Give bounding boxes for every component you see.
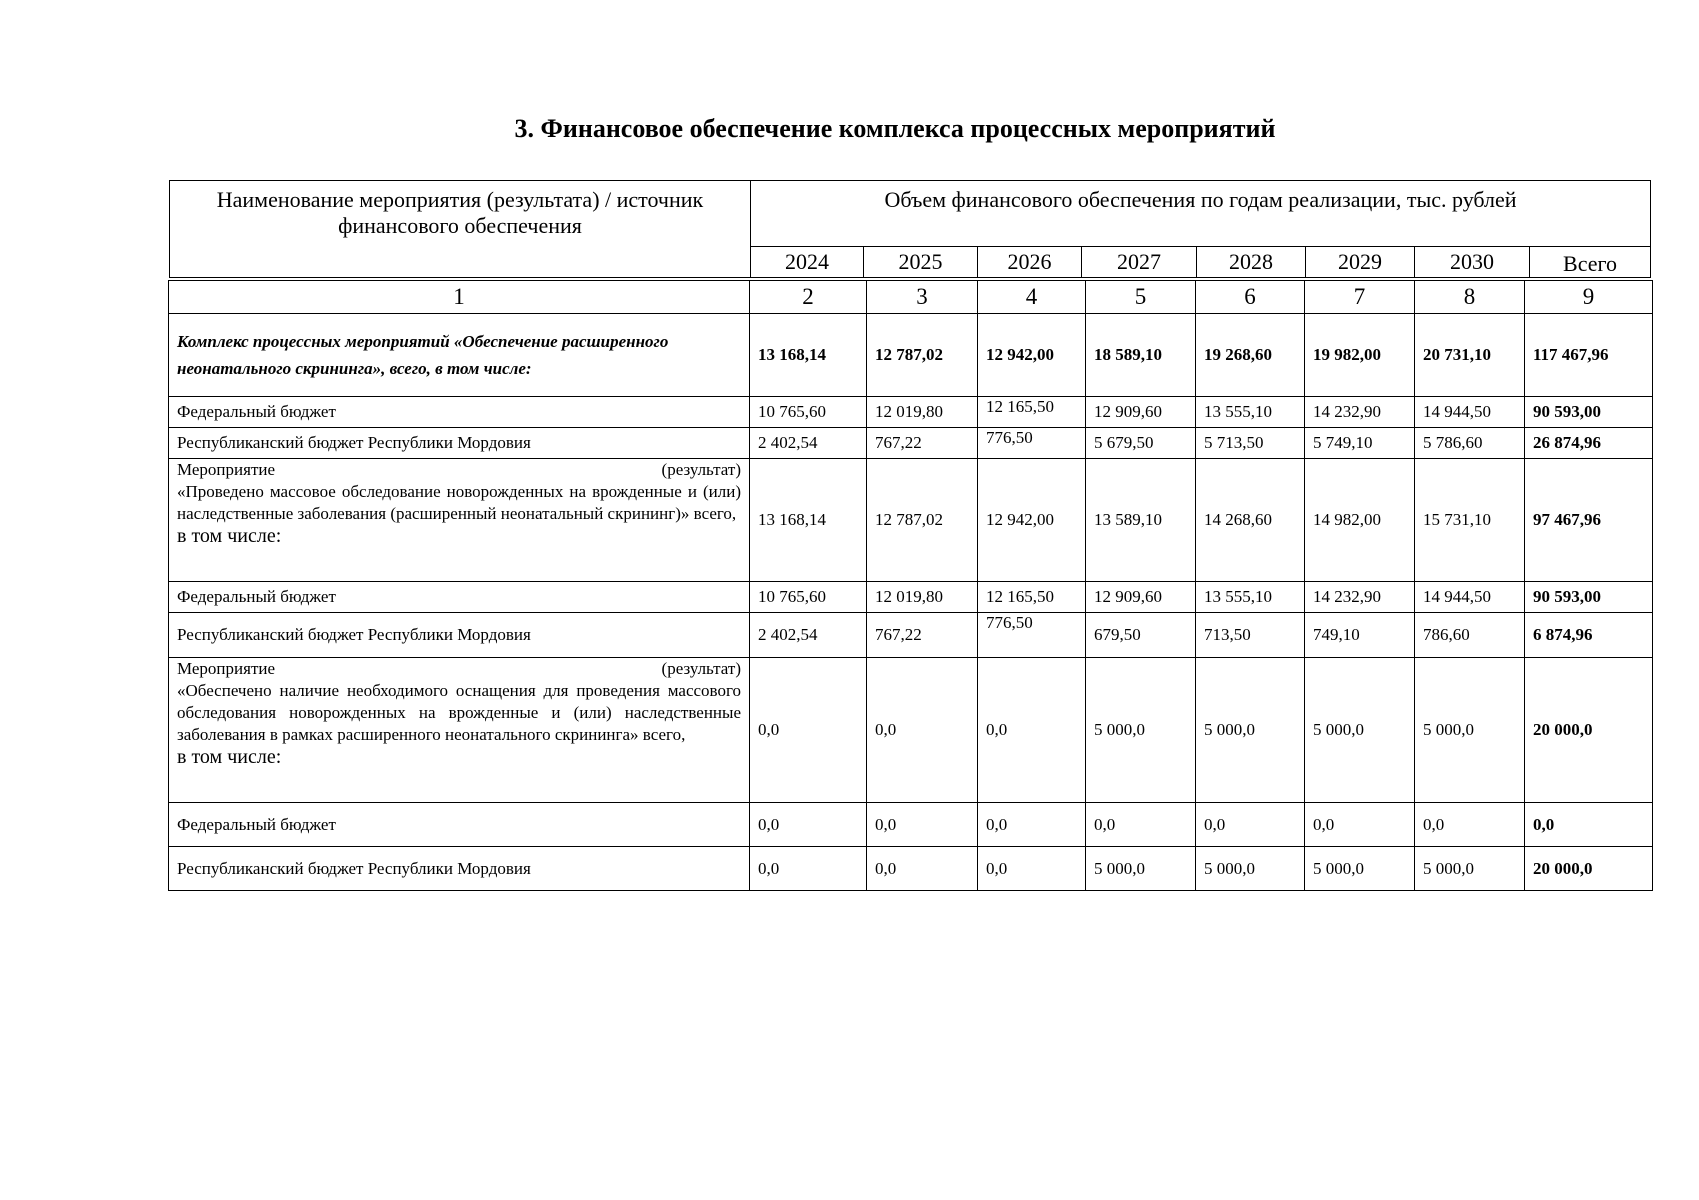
cell-value: 12 909,60 bbox=[1086, 397, 1196, 428]
cell-value-total: 0,0 bbox=[1525, 803, 1653, 847]
cell-value: 5 679,50 bbox=[1086, 428, 1196, 459]
year-header: 2026 bbox=[978, 247, 1082, 278]
cell-value: 12 942,00 bbox=[978, 314, 1086, 397]
event-label-tail: в том числе: bbox=[177, 746, 282, 768]
year-header: 2027 bbox=[1082, 247, 1197, 278]
cell-value-total: 90 593,00 bbox=[1525, 397, 1653, 428]
row-label: Федеральный бюджет bbox=[169, 397, 750, 428]
cell-value: 12 787,02 bbox=[867, 459, 978, 582]
total-header: Всего bbox=[1530, 247, 1651, 278]
cell-value: 679,50 bbox=[1086, 613, 1196, 658]
column-number: 9 bbox=[1525, 281, 1653, 314]
table-row bbox=[169, 847, 1653, 891]
cell-value: 12 019,80 bbox=[867, 397, 978, 428]
event-label-result: (результат) bbox=[661, 659, 741, 678]
cell-value: 776,50 bbox=[978, 613, 1086, 658]
event-label-head: Мероприятие bbox=[177, 659, 276, 678]
cell-value: 0,0 bbox=[750, 847, 867, 891]
column-number: 3 bbox=[867, 281, 978, 314]
cell-value: 2 402,54 bbox=[750, 613, 867, 658]
event-label-body: «Проведено массовое обследование новорожденных на врожденные и (или) наследственные заболевания (расширенный неонатальный скрининг)» всего, bbox=[177, 482, 741, 523]
cell-value: 5 000,0 bbox=[1415, 658, 1525, 803]
cell-value: 13 555,10 bbox=[1196, 582, 1305, 613]
cell-value: 19 982,00 bbox=[1305, 314, 1415, 397]
column-header-volume: Объем финансового обеспечения по годам реализации, тыс. рублей bbox=[751, 181, 1651, 247]
year-header: 2028 bbox=[1197, 247, 1306, 278]
cell-value: 13 555,10 bbox=[1196, 397, 1305, 428]
cell-value: 14 982,00 bbox=[1305, 459, 1415, 582]
cell-value: 0,0 bbox=[1415, 803, 1525, 847]
cell-value: 5 000,0 bbox=[1305, 847, 1415, 891]
cell-value: 786,60 bbox=[1415, 613, 1525, 658]
cell-value: 5 000,0 bbox=[1196, 658, 1305, 803]
column-number: 4 bbox=[978, 281, 1086, 314]
cell-value: 776,50 bbox=[978, 428, 1086, 459]
column-number: 6 bbox=[1196, 281, 1305, 314]
cell-value: 0,0 bbox=[978, 658, 1086, 803]
row-label: Республиканский бюджет Республики Мордовия bbox=[169, 613, 750, 658]
row-label: Федеральный бюджет bbox=[169, 582, 750, 613]
cell-value-total: 97 467,96 bbox=[1525, 459, 1653, 582]
cell-value: 0,0 bbox=[750, 803, 867, 847]
event-label-tail: в том числе: bbox=[177, 525, 282, 547]
column-number-row bbox=[169, 281, 1653, 314]
event-label-result: (результат) bbox=[661, 460, 741, 479]
cell-value: 2 402,54 bbox=[750, 428, 867, 459]
cell-value-total: 117 467,96 bbox=[1525, 314, 1653, 397]
cell-value: 0,0 bbox=[1086, 803, 1196, 847]
cell-value: 0,0 bbox=[867, 847, 978, 891]
cell-value-total: 26 874,96 bbox=[1525, 428, 1653, 459]
cell-value: 0,0 bbox=[1305, 803, 1415, 847]
cell-value: 0,0 bbox=[867, 803, 978, 847]
cell-value-total: 20 000,0 bbox=[1525, 847, 1653, 891]
row-label: Комплекс процессных мероприятий «Обеспечение расширенного неонатального скрининга», всего, в том числе: bbox=[169, 314, 750, 397]
table-header bbox=[169, 180, 1651, 278]
cell-value: 713,50 bbox=[1196, 613, 1305, 658]
table-row bbox=[169, 428, 1653, 459]
cell-value-total: 90 593,00 bbox=[1525, 582, 1653, 613]
cell-value: 14 268,60 bbox=[1196, 459, 1305, 582]
cell-value: 0,0 bbox=[1196, 803, 1305, 847]
cell-value: 5 000,0 bbox=[1196, 847, 1305, 891]
page-title: 3. Финансовое обеспечение комплекса процессных мероприятий bbox=[514, 114, 1276, 143]
cell-value: 13 168,14 bbox=[750, 314, 867, 397]
cell-value: 5 786,60 bbox=[1415, 428, 1525, 459]
cell-value: 15 731,10 bbox=[1415, 459, 1525, 582]
column-number: 8 bbox=[1415, 281, 1525, 314]
cell-value: 12 787,02 bbox=[867, 314, 978, 397]
event-label-body: «Обеспечено наличие необходимого оснащения для проведения массового обследования новорожденных на врожденные и (или) наследственные заболевания в рамках расширенного неонатального скрининга» всего, bbox=[177, 681, 741, 744]
cell-value: 14 944,50 bbox=[1415, 397, 1525, 428]
cell-value: 5 000,0 bbox=[1086, 847, 1196, 891]
cell-value: 12 165,50 bbox=[978, 582, 1086, 613]
cell-value-total: 20 000,0 bbox=[1525, 658, 1653, 803]
cell-value: 0,0 bbox=[867, 658, 978, 803]
financing-table bbox=[168, 280, 1653, 891]
cell-value: 10 765,60 bbox=[750, 397, 867, 428]
column-number: 5 bbox=[1086, 281, 1196, 314]
table-row bbox=[169, 397, 1653, 428]
cell-value: 12 942,00 bbox=[978, 459, 1086, 582]
year-header: 2029 bbox=[1306, 247, 1415, 278]
cell-value: 5 000,0 bbox=[1415, 847, 1525, 891]
row-label bbox=[169, 658, 750, 803]
cell-value: 0,0 bbox=[978, 847, 1086, 891]
row-label: Республиканский бюджет Республики Мордовия bbox=[169, 428, 750, 459]
cell-value: 5 713,50 bbox=[1196, 428, 1305, 459]
column-header-name: Наименование мероприятия (результата) / источник финансового обеспечения bbox=[170, 181, 751, 278]
cell-value: 14 944,50 bbox=[1415, 582, 1525, 613]
cell-value: 12 019,80 bbox=[867, 582, 978, 613]
cell-value: 18 589,10 bbox=[1086, 314, 1196, 397]
year-header: 2030 bbox=[1415, 247, 1530, 278]
column-number: 1 bbox=[169, 281, 750, 314]
table-row bbox=[169, 803, 1653, 847]
table-row-event bbox=[169, 459, 1653, 582]
column-number: 7 bbox=[1305, 281, 1415, 314]
cell-value: 0,0 bbox=[978, 803, 1086, 847]
cell-value: 14 232,90 bbox=[1305, 582, 1415, 613]
year-header: 2024 bbox=[751, 247, 864, 278]
cell-value: 19 268,60 bbox=[1196, 314, 1305, 397]
cell-value-total: 6 874,96 bbox=[1525, 613, 1653, 658]
table-row-complex-total bbox=[169, 314, 1653, 397]
year-header: 2025 bbox=[864, 247, 978, 278]
cell-value: 749,10 bbox=[1305, 613, 1415, 658]
cell-value: 767,22 bbox=[867, 613, 978, 658]
row-label: Республиканский бюджет Республики Мордовия bbox=[169, 847, 750, 891]
cell-value: 13 168,14 bbox=[750, 459, 867, 582]
cell-value: 12 909,60 bbox=[1086, 582, 1196, 613]
cell-value: 14 232,90 bbox=[1305, 397, 1415, 428]
cell-value: 10 765,60 bbox=[750, 582, 867, 613]
cell-value: 0,0 bbox=[750, 658, 867, 803]
cell-value: 5 749,10 bbox=[1305, 428, 1415, 459]
table-row bbox=[169, 613, 1653, 658]
event-label-head: Мероприятие bbox=[177, 460, 276, 479]
cell-value: 13 589,10 bbox=[1086, 459, 1196, 582]
cell-value: 767,22 bbox=[867, 428, 978, 459]
cell-value: 5 000,0 bbox=[1086, 658, 1196, 803]
column-number: 2 bbox=[750, 281, 867, 314]
cell-value: 20 731,10 bbox=[1415, 314, 1525, 397]
row-label: Федеральный бюджет bbox=[169, 803, 750, 847]
table-row bbox=[169, 582, 1653, 613]
row-label bbox=[169, 459, 750, 582]
table-row-event bbox=[169, 658, 1653, 803]
cell-value: 12 165,50 bbox=[978, 397, 1086, 428]
cell-value: 5 000,0 bbox=[1305, 658, 1415, 803]
